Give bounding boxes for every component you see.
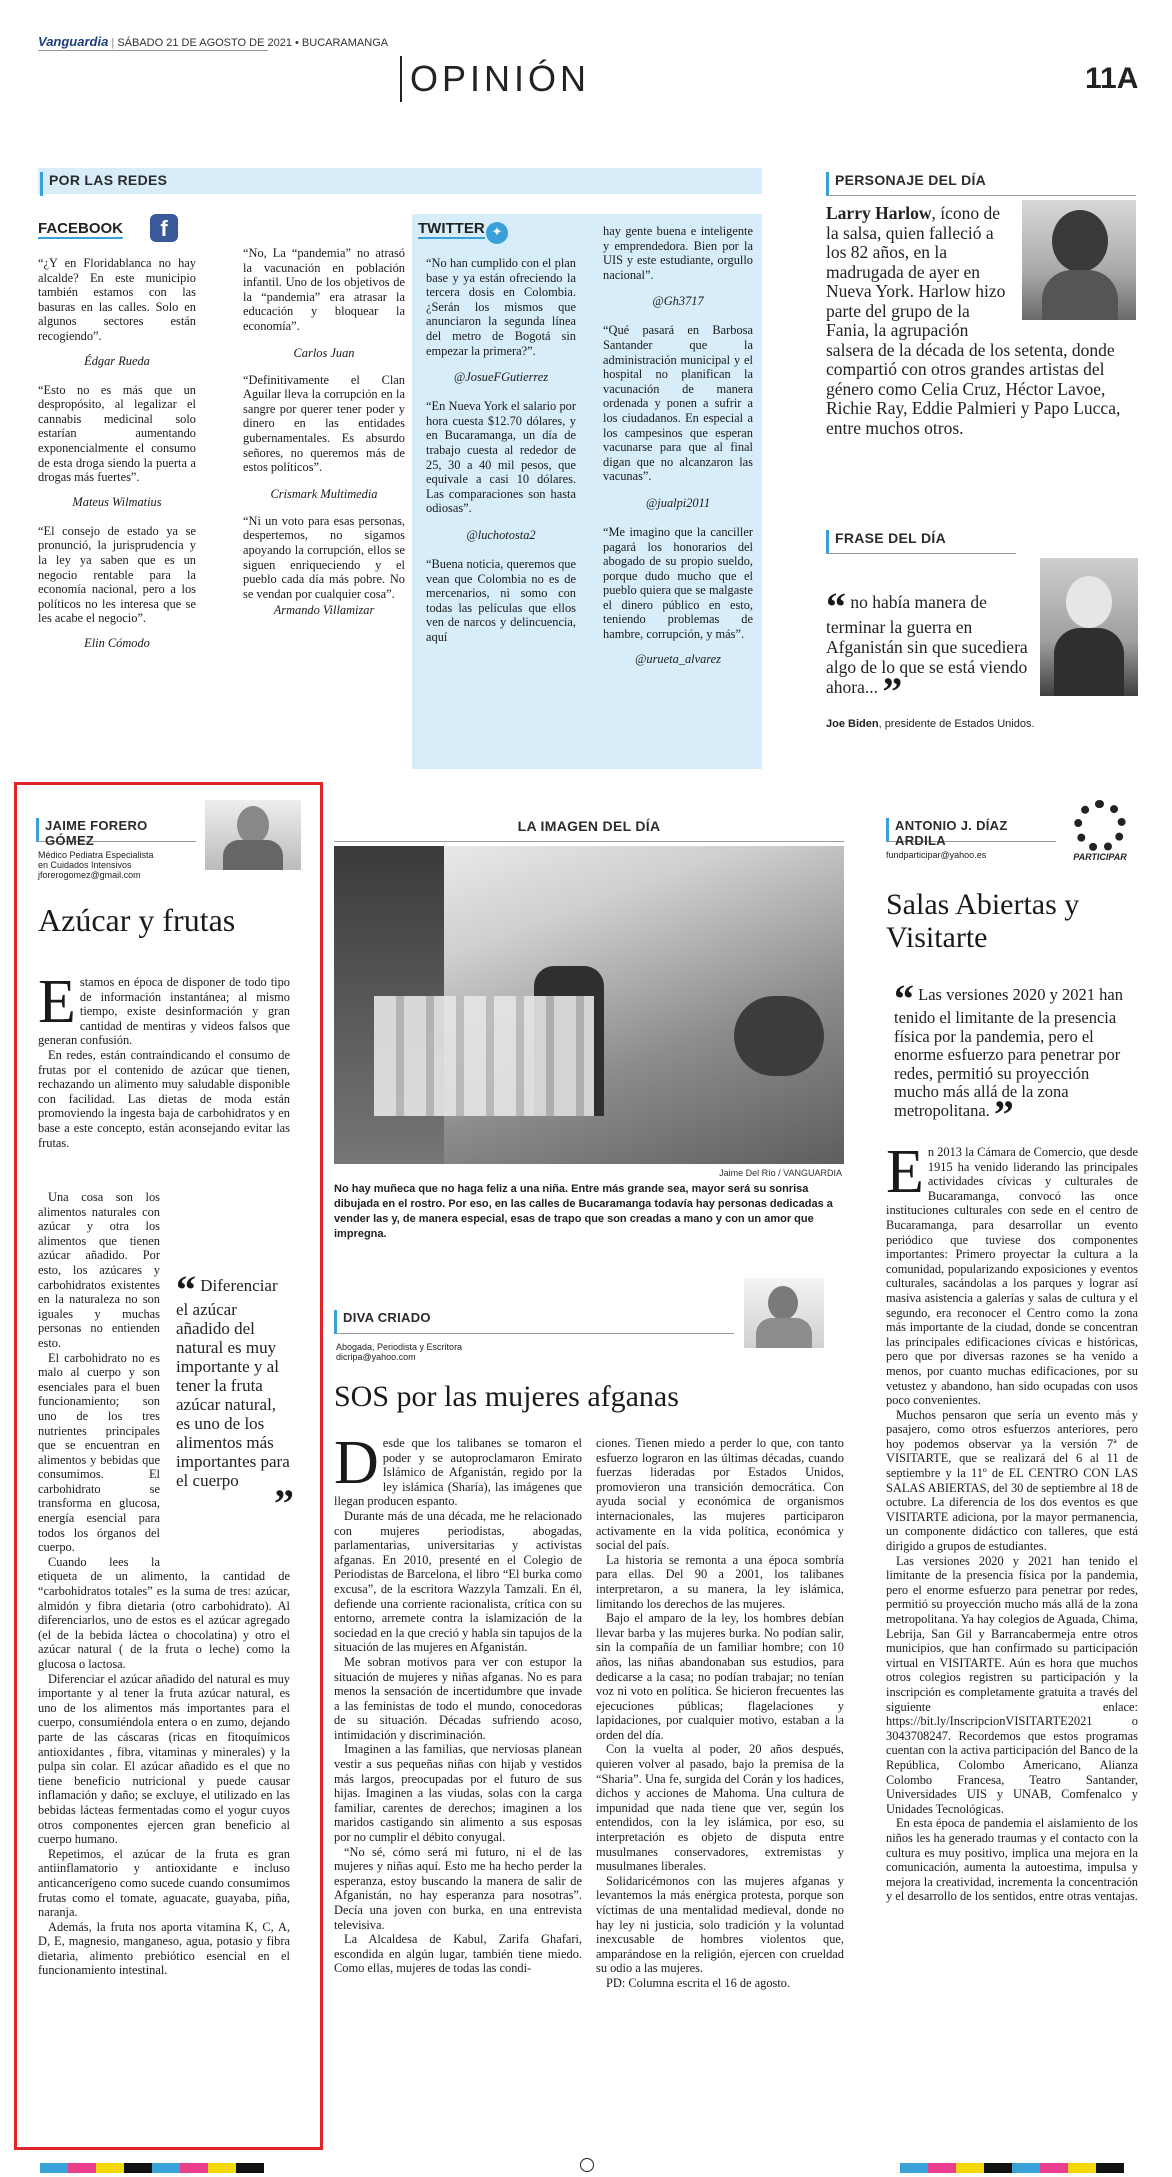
antonio-pullquote: “ Las versiones 2020 y 2021 han tenido el limitante de la presencia física por la pandemia, pero el enorme esfuerzo para penetrar por redes, permitió su proyección mucho más allá de la zona metropolitana. ” [894,976,1123,1137]
masthead-rule [38,50,268,51]
twitter-col-2 [603,224,753,667]
fb-post: “Esto no es más que un despropósito, al legalizar el cannabis medicinal solo estarían aumentando exponencialmente el consumo de esta droga siendo la puerta a drogas más fuertes”. [38,382,196,485]
diva-title: SOS por las mujeres afganas [334,1380,679,1413]
imagen-credit: Jaime Del Río / VANGUARDIA [719,1168,842,1178]
jaime-body-top: Estamos en época de disponer de todo tipo de información instantánea; al mismo tiempo, existe desinformación y gran cantidad de mentiras y videos falsos que generan confusión. En redes, están contraindicando el consumo de frutas por el contenido de azúcar que tienen, rechazando un alimento muy saludable disponible con facilidad. Las dietas de moda están promoviendo la ingesta baja de carbohidratos y en base a este concepto, están aconsejando evitar las frutas. [38,968,290,1150]
antonio-title: Salas Abiertas y Visitarte [886,888,1080,954]
personaje-name: Larry Harlow [826,203,932,223]
fb-author: Elin Cómodo [84,635,150,650]
jaime-bio: Médico Pediatra Especialista en Cuidados Intensivos jforerogomez@gmail.com [38,850,154,880]
tweet: “Me imagino que la canciller pagará los honorarios del abogado de su propio sueldo, porque dudo mucho que el pueblo quiera que se malgaste el dinero público en esto, teniendo problemas de hambre, corrupción, y más”. [603,524,753,642]
personaje-text: Larry Harlow, ícono de la salsa, quien falleció a los 82 años, en la madrugada de ayer en Nueva York. Harlow hizo parte del grupo de la Fania, la agrupación salsera de la década de los setenta, donde compartió con otros grandes artistas del género como Celia Cruz, Héctor Lavoe, Richie Ray, Eddie Palmieri y Papo Lucca, entre muchos otros. [826,203,1121,438]
fb-author: Édgar Rueda [84,353,150,368]
section-title: OPINIÓN [410,58,591,99]
close-quote-icon: ” [274,1481,294,1526]
tweet-author: @jualpi2011 [645,495,711,510]
fb-post: “¿Y en Floridablanca no hay alcalde? En este municipio también estamos con las basuras en las calles. Solo en algunos sectores están recogiendo”. [38,256,196,343]
tweet-author: @urueta_alvarez [635,651,721,666]
diva-photo [744,1278,824,1348]
tweet: “En Nueva York el salario por hora cuesta $12.70 dólares, y en Bucaramanga, un día de trabajo cuesta al rededor de 25, 30 a 40 mil pesos, que equivale a casi 10 dólares. Las comparaciones son hasta odiosas”. [426,399,576,516]
diva-dropcap: D [334,1429,379,1497]
twitter-icon: ✦ [486,222,508,244]
section-divider [400,56,402,102]
jaime-body-narrow: Una cosa son los alimentos naturales con azúcar y otra los alimentos que tienen azúcar añadido. Por esto, los azúcares y carbohidratos existentes en la naturaleza no son iguales y muchas personas no entienden esto. El carbohidrato no es malo al cuerpo y son esenciales para el buen funcionamiento; son uno de los tres nutrientes principales que se encuentran en alimentos y bebidas que consumimos. El carbohidrato se transforma en glucosa, energía esencial para todos los órganos del cuerpo. Cuando lees la etiqueta de un alimento, la cantidad de “carbohidratos totales” es la suma de tres: azúcar, almidón y fibra dietaria (otro carbohidrato). Al diferenciarlos, uno de estos es el azúcar agregado (el de la bebida láctea o chocolatina) y otro el azúcar natural ( de la fruta o leche) como la glucosa o lactosa. Diferenciar el azúcar añadido del natural es muy importante y al tener la fruta azúcar natural, es uno de los alimentos más importantes para el cuerpo, consumiéndola entera o en zumo, dejando parte de las cáscaras (ricas en fitoquímicos antioxidantes , fibra, vitaminas y minerales) y la pulpa sin colar. El azúcar añadido es el que no tiene beneficio nutricional y puede causar inflamación y daño; se excluye, el utilizado en las bebidas lácteas fermentadas como el yogur cuyos otros componentes ejercen gran beneficio al cuerpo humano. Repetimos, el azúcar de la fruta es gran antiinflamatorio y antioxidante e incluso anticancerígeno como sucede cuando consumimos frutas como el tomate, aguacate, guayaba, piña, naranja. Además, la fruta nos aporta vitamina K, C, A, D, E, magnesio, manganeso, agua, potasio y fibra dietaria, alimento prebiótico esencial en el funcionamiento intestinal. [38,1190,290,1978]
jaime-pullquote: “ Diferenciar el azúcar añadido del natural es muy importante y al tener la fruta azúcar natural, es uno de los alimentos más importantes para el cuerpo ” [176,1267,294,1526]
tweet: “Qué pasará en Barbosa Santander que la administración municipal y el hospital no planifican la vacunación de manera ordenada y ponen a sufrir a los ciudadanos. En especial a los campesinos que esperan vacunarse para que al final digan que no alcanzaron las vacunas”. [603,323,753,484]
diva-email[interactable]: dicripa@yahoo.com [336,1352,416,1362]
frase-author: Joe Biden, presidente de Estados Unidos. [826,718,1035,730]
diva-body-col-2: ciones. Tienen miedo a perder lo que, con tanto esfuerzo lograron en las últimas décadas, cuando fuerzas lideradas por Estados Unidos, promovieron una transición democrática. Con ayuda social y económica de organismos internacionales, las mujeres participaron activamente en la vida política, económica y social del país. La historia se remonta a una época sombría para ellas. Del 90 a 2001, los talibanes interpretaron, a su manera, la ley islámica, limitando los derechos de las mujeres. Bajo el amparo de la ley, los hombres debían llevar barba y las mujeres burka. No podían salir, sin la compañía de un familiar hombre; con 10 años, las niñas abandonaban sus estudios, para dedicarse a la casa; no podían trabajar; no tenían voz ni voto en política. Se hicieron frecuentes las ejecuciones públicas; flagelaciones y lapidaciones, por cualquier motivo, estaban a la orden del día. Con la vuelta al poder, 20 años después, quieren volver al pasado, bajo la premisa de la “Sharia”. Una fe, surgida del Corán y los hadices, dichos y acciones de Mahoma. Una cultura de impunidad que nada tiene que ver, según los entendidos, con la ley islámica, por eso, su interpretación es objeto de disputa entre musulmanes conservadores, extremistas y musulmanes liberales. Solidaricémonos con las mujeres afganas y levantemos la más enérgica protesta, porque son víctimas de una mentalidad medieval, donde no hay ley ni justicia, solo tradición y la voluntad inexcusable de hombres violentos que, amparándose en la religión, ejercen con crueldad su odio a las mujeres. PD: Columna escrita el 16 de agosto. [596,1436,844,1990]
frase-photo [1040,558,1138,696]
close-quote-icon: ” [993,1091,1014,1137]
fb-author: Carlos Juan [293,345,355,360]
fb-author: Crismark Multimedia [270,486,378,501]
frase-quote: “ no había manera de terminar la guerra en Afganistán sin que sucediera algo de lo que se está viendo ahora... ” [826,584,1028,714]
open-quote-icon: “ [894,976,914,1021]
brand-logo: Vanguardia [38,34,109,49]
participar-logo: PARTICIPAR [1062,800,1138,874]
diva-author-tag: DIVA CRIADO [334,1310,734,1334]
antonio-body: En 2013 la Cámara de Comercio, que desde 1915 ha venido liderando las principales actividades cívicas y culturales de Bucaramanga, convocó las once instituciones culturales con sede en el centro de Bucaramanga, para desarrollar un evento periódico que tuviese dos componentes importantes: Primero proyectar la cultura a la comunidad, popularizando exposiciones y eventos culturales, sacándolas a los parques y lograr así masiva asistencia a galerías y salas de cultura y el segundo, era reconocer el Centro como la zona más importante de la ciudad, donde se concentran las principales edificaciones cívicas e históricas, pero que por diversas razones se ha venido a menos, por cuanto muchas edificaciones, por su vetustez y abandono, han sido ocupadas con usos poco convenientes. Muchos pensaron que sería un evento más y pasajero, como otros esfuerzos anteriores, pero hoy podemos observar ya la versión 7ª de VISITARTE, que se realizará del 6 al 11 de septiembre y la 11º de EL CENTRO CON LAS SALAS ABIERTAS, del 30 de septiembre al 18 de octubre. La diferencia de los dos eventos es que VISITARTE adiciona, por la mayor permanencia, un componente didáctico con talleres, que está dirigido a grupos de estudiantes. Las versiones 2020 y 2021 han tenido el limitante de la presencia física por la pandemia, pero el enorme esfuerzo para penetrar por redes, permitió su proyección mucho más allá de la zona metropolitana. Ya hay colegios de Aguada, Chima, Lebrija, San Gil y Barrancabermeja entre otros municipios, que han confirmado su participación virtual en VISITARTE. Aún es hora que muchos otros colegios registren su participación y la inscripción es completamente gratuita a través del siguiente enlace: https://bit.ly/InscripcionVISITARTE2021 o 3043708247. Recordemos que estos programas cuentan con la activa participación del Banco de la República, Colombo Americano, Alianza Colombo Francesa, Teatro Santander, Universidades UIS y UNAB, Comfenalco y Unidades Tecnológicas. En esta época de pandemia el aislamiento de los niños les ha generado traumas y el contacto con la cultura es muy positivo, implica una mejora en la comunicación, aumenta la autoestima, impulsa y mejora la creatividad, incrementa la concentración y el desarrollo de los sentidos, entre otras ventajas. [886,1138,1138,1904]
page-number: 11A [1085,62,1139,95]
close-quote-icon: ” [882,669,903,714]
antonio-dropcap: E [886,1138,924,1206]
tweet-author: @luchotosta2 [466,527,536,542]
facebook-col-2 [243,246,405,618]
fb-author: Armando Villamizar [273,603,375,618]
color-registration-right [900,2160,1124,2170]
fb-post: “Ni un voto para esas personas, despertemos, no sigamos apoyando la corrupción, ellos se siguen enriqueciendo y el pueblo cada día más pobre. No se vendan por cualquier cosa”. [243,513,405,601]
fb-post: “El consejo de estado ya se pronunció, la jurisprudencia y la ley ya saben que es un negocio rentable para la economía nacional, pero a los políticos no les interesa que se les acabe el negocio”. [38,523,196,626]
imagen-caption: No hay muñeca que no haga feliz a una niña. Entre más grande sea, mayor será su sonrisa dibujada en el rostro. Por eso, en las calles de Bucaramanga todavía hay personas dedicadas a vender las y, de manera especial, esas de trapo que son creadas a mano y con un amor que impregna. [334,1183,833,1240]
facebook-icon: f [150,214,178,242]
jaime-title: Azúcar y frutas [38,902,236,938]
tweet-author: @JosueFGutierrez [453,370,549,385]
tweet: hay gente buena e inteligente y emprendedora. Bien por la UIS y este estudiante, orgullo nacional”. [603,224,753,282]
tweet: “Buena noticia, queremos que vean que Colombia no es de mercenarios, ni somo con todas las películas que ellos ven de narcos y delincuencia, aquí [426,556,576,644]
dateline: SÁBADO 21 DE AGOSTO DE 2021 • BUCARAMANGA [117,37,389,49]
redes-tag: POR LAS REDES [40,172,167,196]
color-registration-left [40,2160,264,2170]
fb-post: “No, La “pandemia” no atrasó la vacunación en población infantil. Uno de los objetivos de la “pandemia” era atrasar la educación y bloquear la economía”. [243,246,405,333]
gear-icon [1074,800,1126,852]
tweet: “No han cumplido con el plan base y ya están ofreciendo la tercera dosis en Colombia. ¿Serán los mismos que anunciaron la segunda línea del metro de Bogotá sin empezar la primera?”. [426,256,576,358]
fb-author: Mateus Wilmatius [72,494,162,509]
frase-tag: FRASE DEL DÍA [826,530,1016,554]
imagen-photo [334,846,844,1164]
diva-body-col-1: Desde que los talibanes se tomaron el poder y se autoproclamaron Emirato Islámico de Afganistán, regido por la ley islámica (Sharía), las imágenes que llegan producen espanto. Durante más de una década, me he relacionado con mujeres periodistas, abogadas, parlamentarias, universitarias y activistas afganas. En 2010, presenté en el Colegio de Periodistas de Barcelona, el libro “El burka como excusa”, de la escritora Wazzyla Tamzali. En él, defiende una corriente racionalista, crítica con su entorno, arremete contra la islamización de la sociedad en la que creció y habla sin tapujos de la situación de las mujeres en Afganistán. Me sobran motivos para ver con estupor la situación de mujeres y niñas afganas. No es para menos la sensación de incertidumbre que invade a las feministas de todo el mundo, conocedoras de su situación. Décadas sufriendo acoso, intimidación y discriminación. Imaginen a las familias, que nerviosas planean vestir a sus pequeñas niñas con hijab y vestidos más largos, preocupadas por el futuro de sus hijas. Imaginen a las viudas, solas con la carga familiar, carentes de derechos; imaginen a los maridos castigando sin alimento a sus esposas por no cumplir el débito conyugal. “No sé, cómo será mi futuro, ni el de las mujeres y niñas aquí. Esto me ha hecho perder la esperanza, estoy buscando la manera de salir de Afganistán, no hay esperanza para nosotras”. Decía una joven con burka, en una entrevista televisiva. La Alcaldesa de Kabul, Zarifa Ghafari, escondida en algún lugar, también tiene miedo. Como ellas, mujeres de todas las condi- [334,1429,582,1976]
open-quote-icon: “ [176,1267,196,1312]
twitter-col-1 [426,256,576,644]
antonio-email[interactable]: fundparticipar@yahoo.es [886,850,987,860]
facebook-label: FACEBOOK [38,220,124,237]
jaime-photo [205,800,301,870]
jaime-email[interactable]: jforerogomez@gmail.com [38,870,141,880]
jaime-dropcap: E [38,968,76,1036]
antonio-author-tag: ANTONIO J. DÍAZ ARDILA [886,818,1056,842]
twitter-label: TWITTER [418,220,485,237]
tweet-author: @Gh3717 [652,294,704,309]
imagen-tag: LA IMAGEN DEL DÍA [334,818,844,842]
facebook-col-1 [38,256,196,651]
jaime-author-tag: JAIME FORERO GÓMEZ [36,818,196,842]
registration-mark-icon [580,2158,594,2172]
diva-bio: Abogada, Periodista y Escritora dicripa@yahoo.com [336,1342,463,1362]
personaje-tag: PERSONAJE DEL DÍA [826,172,1136,196]
open-quote-icon: “ [826,584,846,629]
masthead: Vanguardia | SÁBADO 21 DE AGOSTO DE 2021 • BUCARAMANGA [38,34,389,49]
fb-post: “Definitivamente el Clan Aguilar lleva la corrupción en la sangre por querer tener poder y dinero en las entidades gubernamentales. Es absurdo señores, no queremos más de estos políticos”. [243,372,405,475]
